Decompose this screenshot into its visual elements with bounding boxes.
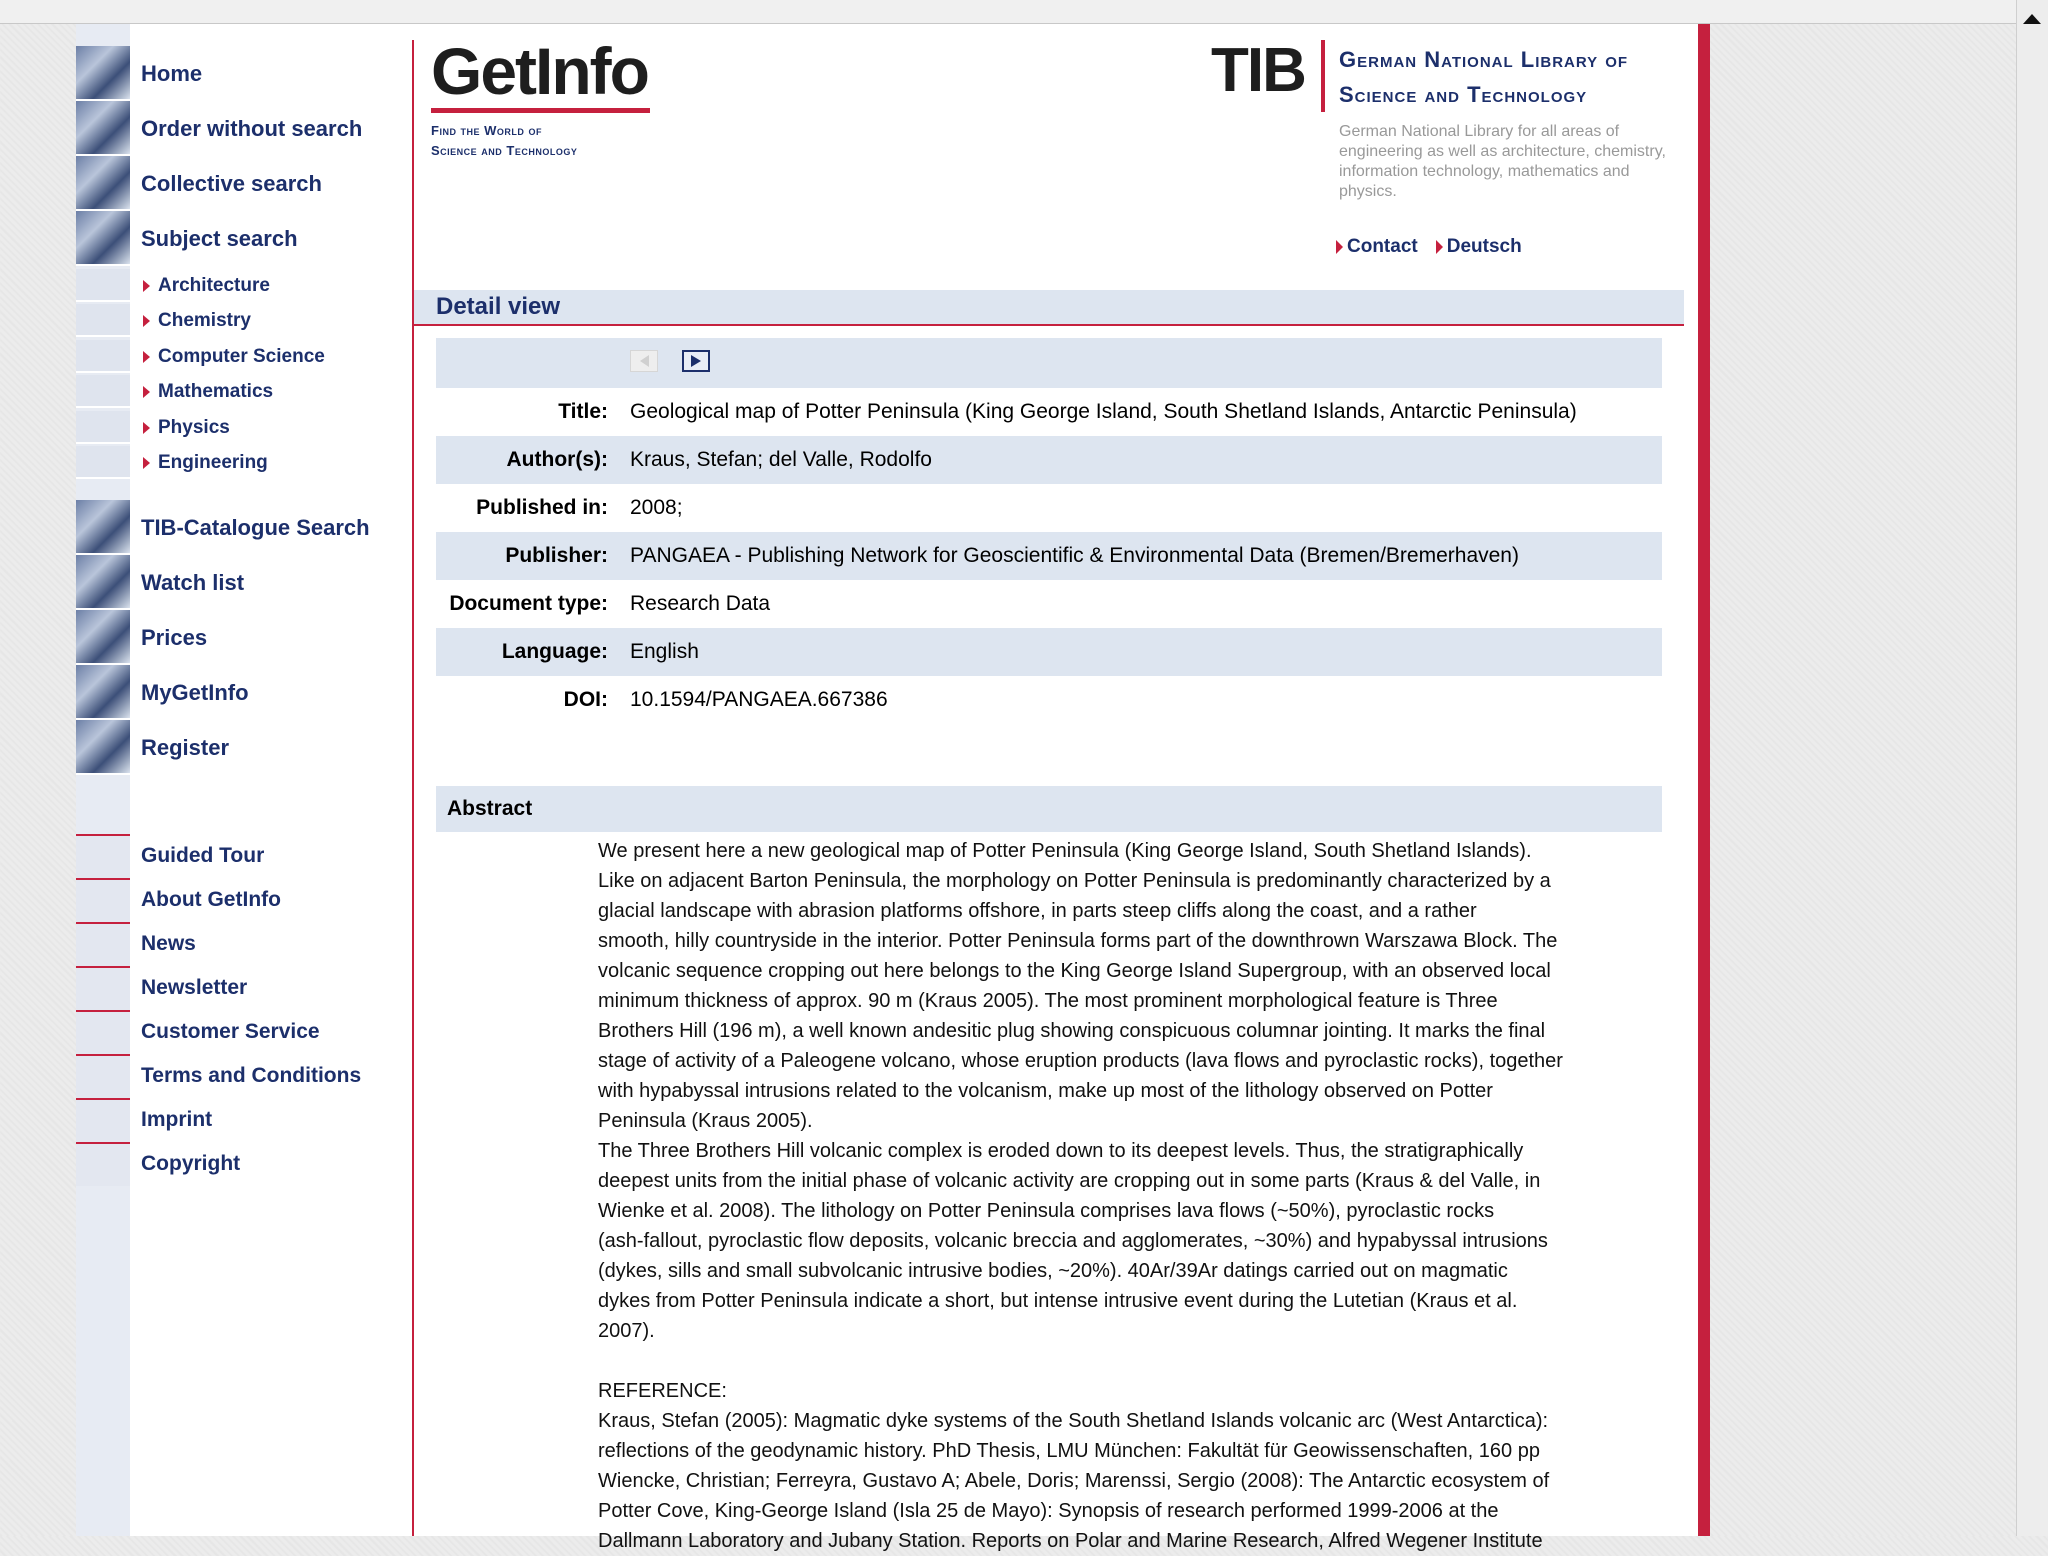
abstract-line: Like on adjacent Barton Peninsula, the morphology on Potter Peninsula is predominantly characterized by a xyxy=(598,870,1551,892)
record-label: DOI: xyxy=(563,688,608,711)
tib-logo-bar xyxy=(1321,40,1325,112)
nav-order-thumbnail xyxy=(76,101,130,156)
abstract-line: (ash-fallout, pyroclastic flow deposits, volcanic breccia and agglomerates, ~30%) and hypabyssal intrusions xyxy=(598,1230,1548,1252)
getinfo-logo[interactable] xyxy=(431,36,731,186)
nav-imprint[interactable] xyxy=(76,1098,406,1142)
nav-guided-tour-label: Guided Tour xyxy=(141,844,265,867)
browser-top-edge xyxy=(0,0,2048,24)
reference-line: Potter Cove, King-George Island (Isla 25 de Mayo): Synopsis of research performed 1999-2006 at the xyxy=(598,1500,1499,1522)
nav-prices[interactable] xyxy=(76,610,406,665)
nav-mygetinfo-label: MyGetInfo xyxy=(141,679,249,705)
nav-home-thumbnail xyxy=(76,46,130,101)
abstract-line: Peninsula (Kraus 2005). xyxy=(598,1110,813,1132)
nav-subject-physics-label: Physics xyxy=(158,416,230,438)
record-value: Geological map of Potter Peninsula (King George Island, South Shetland Islands, Antarctic Peninsula) xyxy=(630,400,1577,423)
reference-line: reflections of the geodynamic history. PhD Thesis, LMU München: Fakultät für Geowissenschaften, 160 pp xyxy=(598,1440,1540,1462)
nav-collective-label: Collective search xyxy=(141,170,322,196)
nav-subject-search[interactable] xyxy=(76,211,406,266)
nav-home[interactable] xyxy=(76,46,406,101)
nav-subject-label: Subject search xyxy=(141,225,298,251)
deutsch-link[interactable] xyxy=(1436,236,1522,258)
abstract-body xyxy=(598,836,1658,1556)
nav-prices-label: Prices xyxy=(141,624,208,650)
contact-link-label: Contact xyxy=(1347,236,1418,257)
nav-customer-service[interactable] xyxy=(76,1010,406,1054)
arrow-right-icon xyxy=(1336,240,1343,254)
nav-foot-thumbnail xyxy=(76,878,130,922)
nav-prices-thumbnail xyxy=(76,610,130,665)
arrow-right-icon xyxy=(143,386,150,398)
nav-subject-mathematics[interactable] xyxy=(76,374,406,409)
record-label: Language: xyxy=(501,640,608,663)
abstract-line: deepest units from the initial phase of volcanic activity are cropping out in some parts (Kraus & del Valle, in xyxy=(598,1170,1541,1192)
abstract-line: The Three Brothers Hill volcanic complex is eroded down to its deepest levels. Thus, the stratigraphically xyxy=(598,1140,1524,1162)
record-value: English xyxy=(630,640,699,663)
nav-newsletter-label: Newsletter xyxy=(141,976,248,999)
tib-description: German National Library for all areas of engineering as well as architecture, chemistry, information technology, mathematics and physics. xyxy=(1339,123,1666,200)
nav-sub-thumbnail xyxy=(76,411,130,444)
next-record-icon[interactable] xyxy=(682,350,710,372)
abstract-line: Wienke et al. 2008). The lithology on Potter Peninsula comprises lava flows (~50%), pyroclastic rocks xyxy=(598,1200,1495,1222)
arrow-right-icon xyxy=(143,457,150,469)
abstract-line: stage of activity of a Paleogene volcano, whose eruption products (lava flows and pyroclastic rocks), together xyxy=(598,1050,1563,1072)
nav-subject-computer-science[interactable] xyxy=(76,339,406,374)
nav-subject-physics[interactable] xyxy=(76,410,406,445)
record-row-published-in xyxy=(436,484,1662,532)
record-row-document-type xyxy=(436,580,1662,628)
nav-register-thumbnail xyxy=(76,720,130,775)
record-label: Publisher: xyxy=(505,544,608,567)
abstract-heading: Abstract xyxy=(436,786,1662,832)
tib-title-line-2: Science and Technology xyxy=(1339,82,1588,107)
getinfo-logo-bar xyxy=(431,108,650,113)
content-divider xyxy=(412,40,414,1536)
nav-collective-thumbnail xyxy=(76,156,130,211)
tib-logo[interactable]: TIB xyxy=(1211,36,1305,105)
record-row-authors xyxy=(436,436,1662,484)
getinfo-logo-text: GetInfo xyxy=(431,34,648,108)
record-row-publisher xyxy=(436,532,1662,580)
record-row-title xyxy=(436,388,1662,436)
nav-watch-label: Watch list xyxy=(141,569,245,595)
record-label: Author(s): xyxy=(506,448,608,471)
nav-guided-tour[interactable] xyxy=(76,834,406,878)
nav-sub-thumbnail xyxy=(76,340,130,373)
record-value-doi[interactable]: 10.1594/PANGAEA.667386 xyxy=(630,688,888,711)
nav-collective-search[interactable] xyxy=(76,156,406,211)
record-table xyxy=(436,338,1662,724)
abstract-line: minimum thickness of approx. 90 m (Kraus 2005). The most prominent morphological feature is Three xyxy=(598,990,1498,1012)
reference-line: Dallmann Laboratory and Jubany Station. Reports on Polar and Marine Research, Alfred Wegener Institute xyxy=(598,1530,1543,1552)
record-value: 2008; xyxy=(630,496,683,519)
abstract-line: We present here a new geological map of Potter Peninsula (King George Island, South Shetland Islands). xyxy=(598,840,1532,862)
record-label: Title: xyxy=(558,400,608,423)
nav-tib-label: TIB-Catalogue Search xyxy=(141,514,370,540)
nav-subject-chemistry[interactable] xyxy=(76,303,406,338)
detail-view-heading: Detail view xyxy=(414,290,1684,326)
arrow-right-icon xyxy=(143,422,150,434)
record-row-language xyxy=(436,628,1662,676)
nav-sub-thumbnail xyxy=(76,304,130,337)
getinfo-tagline-2: Science and Technology xyxy=(431,143,578,158)
reference-line: Kraus, Stefan (2005): Magmatic dyke systems of the South Shetland Islands volcanic arc (West Antarctica): xyxy=(598,1410,1549,1432)
nav-foot-thumbnail xyxy=(76,1098,130,1142)
nav-register[interactable] xyxy=(76,720,406,775)
nav-foot-thumbnail xyxy=(76,1010,130,1054)
nav-mygetinfo-thumbnail xyxy=(76,665,130,720)
getinfo-tagline-1: Find the World of xyxy=(431,123,543,138)
nav-foot-thumbnail xyxy=(76,966,130,1010)
abstract-line: with hypabyssal intrusions related to the volcanism, make up most of the lithology observed on Potter xyxy=(598,1080,1493,1102)
deutsch-link-label: Deutsch xyxy=(1446,236,1522,257)
nav-foot-thumbnail xyxy=(76,834,130,878)
nav-subject-architecture-label: Architecture xyxy=(158,274,270,296)
top-links xyxy=(1336,236,1540,258)
nav-mygetinfo[interactable] xyxy=(76,665,406,720)
contact-link[interactable] xyxy=(1336,236,1418,258)
page-container xyxy=(76,24,1710,1552)
abstract-line: smooth, hilly countryside in the interior. Potter Peninsula forms part of the downthrown Warszawa Block. The xyxy=(598,930,1558,952)
nav-subject-engineering[interactable] xyxy=(76,445,406,480)
reference-line: Wiencke, Christian; Ferreyra, Gustavo A; Abele, Doris; Marenssi, Sergio (2008): The Antarctic ecosystem of xyxy=(598,1470,1550,1492)
nav-news-label: News xyxy=(141,932,196,955)
nav-subject-thumbnail xyxy=(76,211,130,266)
nav-watch-list[interactable] xyxy=(76,555,406,610)
record-label: Published in: xyxy=(476,496,608,519)
nav-tib-catalogue-search[interactable] xyxy=(76,500,406,555)
previous-record-icon[interactable] xyxy=(630,350,658,372)
nav-foot-thumbnail xyxy=(76,1054,130,1098)
abstract-line: (dykes, sills and small subvolcanic intrusive bodies, ~20%). 40Ar/39Ar datings carried out on magmatic xyxy=(598,1260,1508,1282)
scroll-up-arrow-icon[interactable] xyxy=(2016,14,2048,38)
nav-customer-service-label: Customer Service xyxy=(141,1020,320,1043)
abstract-line: Brothers Hill (196 m), a well known andesitic plug showing conspicuous columnar jointing. It marks the final xyxy=(598,1020,1546,1042)
abstract-line: volcanic sequence cropping out here belongs to the King George Island Supergroup, with an observed local xyxy=(598,960,1551,982)
nav-foot-thumbnail xyxy=(76,1142,130,1186)
record-value: Research Data xyxy=(630,592,771,615)
arrow-right-icon xyxy=(1436,240,1443,254)
nav-tib-thumbnail xyxy=(76,500,130,555)
nav-copyright[interactable] xyxy=(76,1142,406,1186)
nav-subject-chemistry-label: Chemistry xyxy=(158,309,251,331)
nav-sub-thumbnail xyxy=(76,269,130,302)
nav-watch-thumbnail xyxy=(76,555,130,610)
abstract-spacer xyxy=(598,1346,1658,1376)
record-value: PANGAEA - Publishing Network for Geoscientific & Environmental Data (Bremen/Bremerhaven) xyxy=(630,544,1519,567)
tib-title-line-1: German National Library of xyxy=(1339,47,1629,72)
nav-order-label: Order without search xyxy=(141,115,363,141)
arrow-right-icon xyxy=(143,351,150,363)
nav-about-getinfo-label: About GetInfo xyxy=(141,888,281,911)
nav-subject-mathematics-label: Mathematics xyxy=(158,380,274,402)
nav-sub-thumbnail xyxy=(76,446,130,479)
nav-terms-and-conditions[interactable] xyxy=(76,1054,406,1098)
abstract-line: 2007). xyxy=(598,1320,655,1342)
nav-foot-thumbnail xyxy=(76,922,130,966)
nav-terms-label: Terms and Conditions xyxy=(141,1064,362,1087)
arrow-right-icon xyxy=(143,315,150,327)
record-row-doi xyxy=(436,676,1662,724)
record-label: Document type: xyxy=(449,592,608,615)
nav-imprint-label: Imprint xyxy=(141,1108,213,1131)
record-value: Kraus, Stefan; del Valle, Rodolfo xyxy=(630,448,932,471)
nav-newsletter[interactable] xyxy=(76,966,406,1010)
nav-sub-thumbnail xyxy=(76,375,130,408)
nav-order-without-search[interactable] xyxy=(76,101,406,156)
vertical-scrollbar[interactable] xyxy=(2016,0,2048,1536)
nav-home-label: Home xyxy=(141,60,203,86)
nav-about-getinfo[interactable] xyxy=(76,878,406,922)
abstract-line: glacial landscape with abrasion platforms offshore, in parts steep cliffs along the coast, and a rather xyxy=(598,900,1477,922)
nav-subject-architecture[interactable] xyxy=(76,268,406,303)
nav-news[interactable] xyxy=(76,922,406,966)
record-pager xyxy=(436,338,1662,388)
nav-subject-engineering-label: Engineering xyxy=(158,451,268,473)
nav-copyright-label: Copyright xyxy=(141,1152,241,1175)
arrow-right-icon xyxy=(143,280,150,292)
reference-heading: REFERENCE: xyxy=(598,1380,727,1402)
nav-subject-computer-science-label: Computer Science xyxy=(158,345,325,367)
abstract-line: dykes from Potter Peninsula indicate a short, but intense intrusive event during the Lutetian (Kraus et al. xyxy=(598,1290,1518,1312)
nav-register-label: Register xyxy=(141,734,230,760)
tib-title xyxy=(1339,42,1699,112)
